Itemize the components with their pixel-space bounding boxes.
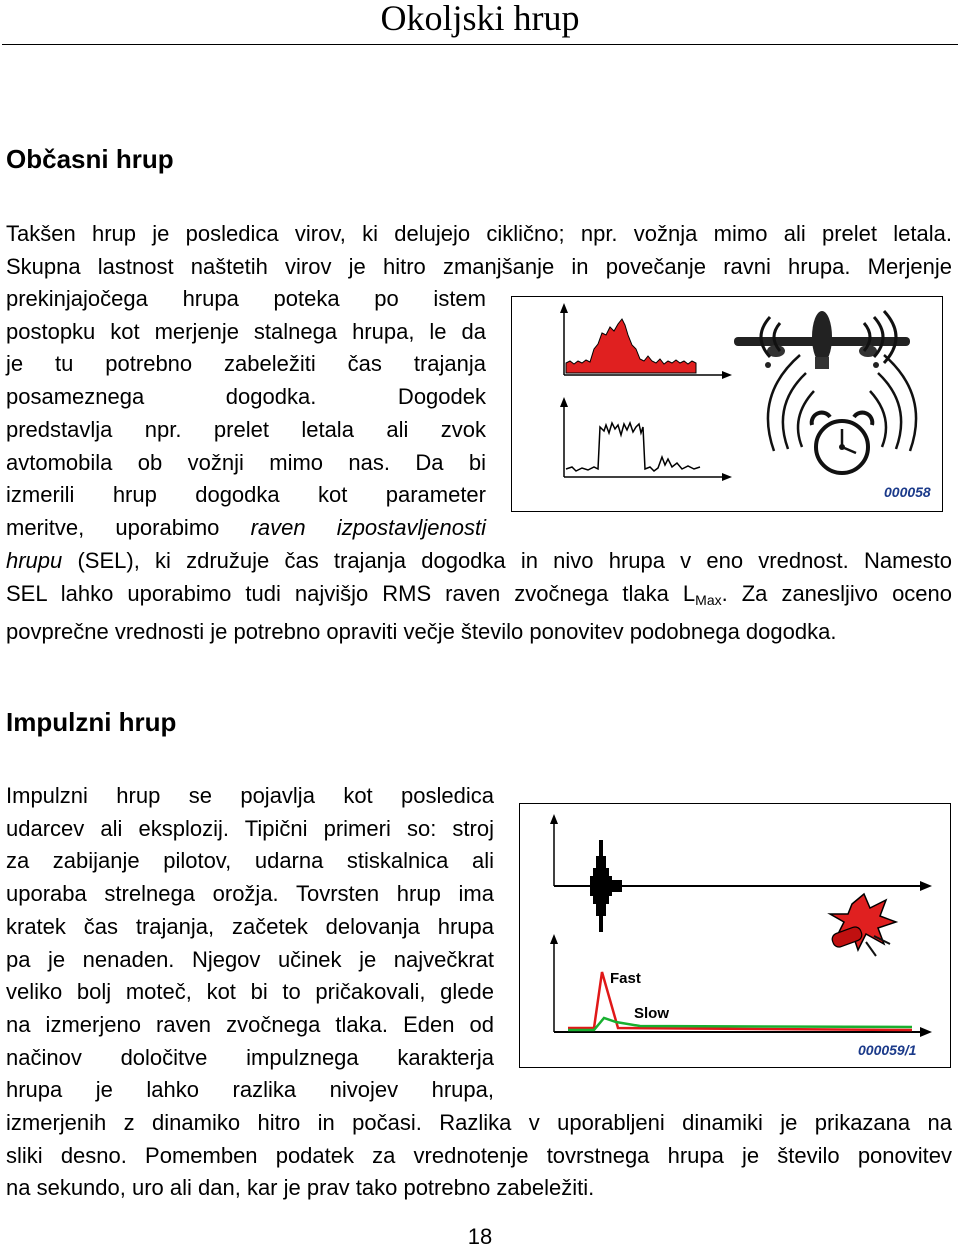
page-number: 18 — [467, 1224, 493, 1249]
section2-tail-lines — [6, 1107, 952, 1205]
section-heading-impulzni: Impulzni hrup — [6, 707, 177, 737]
text-line: posameznega dogodka. Dogodek — [6, 384, 486, 410]
axis-arrow — [722, 371, 732, 379]
figure-id-label: 000059/1 — [858, 1042, 917, 1058]
event-noise-illustration — [512, 297, 941, 510]
text-line: Skupna lastnost naštetih virov je hitro zmanjšanje in povečanje ravni hrupa. Merjenje — [6, 253, 952, 279]
text-span: meritve, uporabimo — [6, 514, 251, 540]
text-line: za zabijanje pilotov, udarna stiskalnica ali — [6, 848, 494, 874]
text-line: avtomobila ob vožnji mimo nas. Da bi — [6, 449, 486, 475]
airplane-icon — [734, 311, 910, 369]
section1-wrap-lines — [6, 283, 486, 545]
text-line — [6, 578, 952, 617]
text-line: Takšen hrup je posledica virov, ki delujejo ciklično; npr. vožnja mimo ali prelet letala. — [6, 221, 952, 246]
text-line: hrupa je lahko razlika nivojev hrupa, — [6, 1077, 494, 1103]
text-line: izmerili hrup dogodka kot parameter — [6, 482, 486, 508]
text-line — [6, 545, 952, 578]
text-span: . Za zanesljivo oceno — [721, 580, 953, 606]
axis-arrow — [560, 397, 568, 407]
text-line: je tu potrebno zabeležiti čas trajanja — [6, 351, 486, 377]
text-line: izmerjenih z dinamiko hitro in počasi. Razlika v uporabljeni dinamiki je prikazana na — [6, 1110, 952, 1135]
figure-impulse-noise — [519, 803, 951, 1068]
italic-term: raven izpostavljenosti — [250, 514, 486, 540]
text-line — [6, 512, 486, 545]
fast-label: Fast — [610, 970, 641, 987]
axis-arrow — [920, 881, 932, 891]
impulse-noise-illustration — [520, 804, 949, 1066]
section-heading-obcasni: Občasni hrup — [6, 144, 174, 174]
text-line: kratek čas trajanja, začetek delovanja hrupa — [6, 913, 494, 939]
section1-full-lines — [6, 218, 952, 283]
slow-label: Slow — [634, 1005, 670, 1022]
text-line: pa je nenaden. Njegov učinek je največkrat — [6, 946, 494, 972]
text-line: na izmerjeno raven zvočnega tlaka. Eden od — [6, 1011, 494, 1037]
axis-arrow — [550, 814, 558, 824]
italic-term: hrupu — [6, 548, 63, 573]
event-red-fill — [566, 319, 696, 373]
text-line: sliki desno. Pomemben podatek za vrednotenje tovrstnega hrupa je število ponovitev — [6, 1142, 952, 1168]
text-line: postopku kot merjenje stalnega hrupa, le da — [6, 318, 486, 344]
figure-id-label: 000058 — [884, 484, 931, 500]
figure-event-noise — [511, 296, 943, 512]
header-rule — [2, 44, 958, 45]
event-step-waveform — [566, 423, 700, 471]
text-line: veliko bolj moteč, kot bi to pričakovali, glede — [6, 979, 494, 1005]
axis-arrow — [722, 473, 732, 481]
text-line: na sekundo, uro ali dan, kar je prav tako potrebno zabeležiti. — [6, 1175, 595, 1201]
section1-tail-lines — [6, 545, 952, 649]
page-header-title: Okoljski hrup — [380, 0, 580, 38]
text-line: Impulzni hrup se pojavlja kot posledica — [6, 783, 494, 808]
alarm-clock-icon — [768, 355, 916, 473]
axis-arrow — [550, 934, 558, 944]
text-line: udarcev ali eksplozij. Tipični primeri so: stroj — [6, 815, 494, 841]
section2-wrap-lines — [6, 780, 494, 1107]
axis-arrow — [920, 1027, 932, 1037]
explosion-icon — [830, 894, 896, 956]
axis-arrow — [560, 303, 568, 313]
text-line: uporaba strelnega orožja. Tovrsten hrup ima — [6, 881, 494, 907]
lmax-subscript: Max — [695, 591, 722, 608]
text-line: načinov določitve impulznega karakterja — [6, 1044, 494, 1070]
impulse-burst — [590, 840, 622, 932]
text-span: (SEL), ki združuje čas trajanja dogodka in nivo hrupa v eno vrednost. Namesto — [62, 548, 952, 573]
text-line: prekinjajočega hrupa poteka po istem — [6, 286, 486, 311]
text-line: predstavlja npr. prelet letala ali zvok — [6, 416, 486, 442]
text-line: povprečne vrednosti je potrebno opraviti večje število ponovitev podobnega dogodka. — [6, 619, 837, 645]
text-span: SEL lahko uporabimo tudi najvišjo RMS raven zvočnega tlaka L — [6, 580, 696, 606]
